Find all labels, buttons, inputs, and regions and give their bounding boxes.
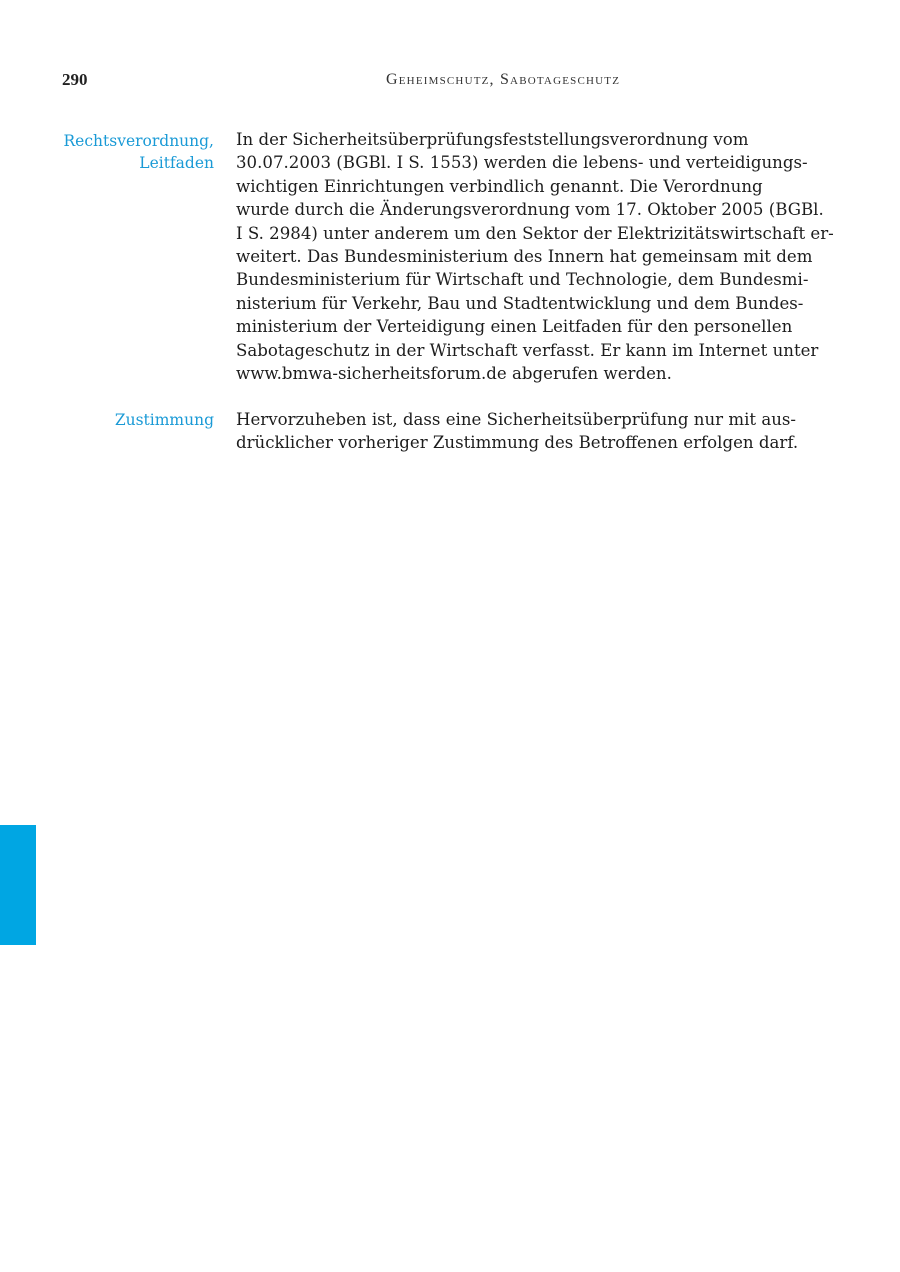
text-line: nisterium für Verkehr, Bau und Stadtentwicklung und dem Bundes-: [236, 293, 804, 313]
text-line: I S. 2984) unter anderem um den Sektor der Elektrizitätswirtschaft er-: [236, 223, 834, 243]
chapter-thumb-tab: [0, 825, 36, 945]
margin-note: [34, 130, 214, 174]
text-line: Bundesministerium für Wirtschaft und Technologie, dem Bundesmi-: [236, 270, 809, 290]
page-number: 290: [62, 70, 88, 89]
margin-note: [34, 409, 214, 431]
text-line: wichtigen Einrichtungen verbindlich genannt. Die Verordnung: [236, 176, 763, 196]
text-line: Hervorzuheben ist, dass eine Sicherheitsüberprüfung nur mit aus-: [236, 410, 797, 429]
paragraph: [236, 128, 834, 385]
text-line: 30.07.2003 (BGBl. I S. 1553) werden die lebens- und verteidigungs-: [236, 153, 808, 173]
text-line: In der Sicherheitsüberprüfungsfeststellungsverordnung vom: [236, 130, 749, 149]
paragraph: [236, 408, 816, 455]
text-line: www.bmwa-sicherheitsforum.de abgerufen werden.: [236, 364, 672, 384]
margin-note-line: Rechtsverordnung,: [63, 132, 214, 150]
text-line: weitert. Das Bundesministerium des Innern hat gemeinsam mit dem: [236, 247, 813, 267]
text-line: drücklicher vorheriger Zustimmung des Betroffenen erfolgen darf.: [236, 433, 799, 453]
text-line: Sabotageschutz in der Wirtschaft verfasst. Er kann im Internet unter: [236, 340, 819, 360]
margin-note-line: Leitfaden: [139, 154, 214, 172]
margin-note-line: Zustimmung: [114, 411, 214, 429]
text-line: wurde durch die Änderungsverordnung vom 17. Oktober 2005 (BGBl.: [236, 200, 824, 220]
running-head: Geheimschutz, Sabotageschutz: [386, 71, 621, 88]
text-line: ministerium der Verteidigung einen Leitfaden für den personellen: [236, 317, 793, 337]
